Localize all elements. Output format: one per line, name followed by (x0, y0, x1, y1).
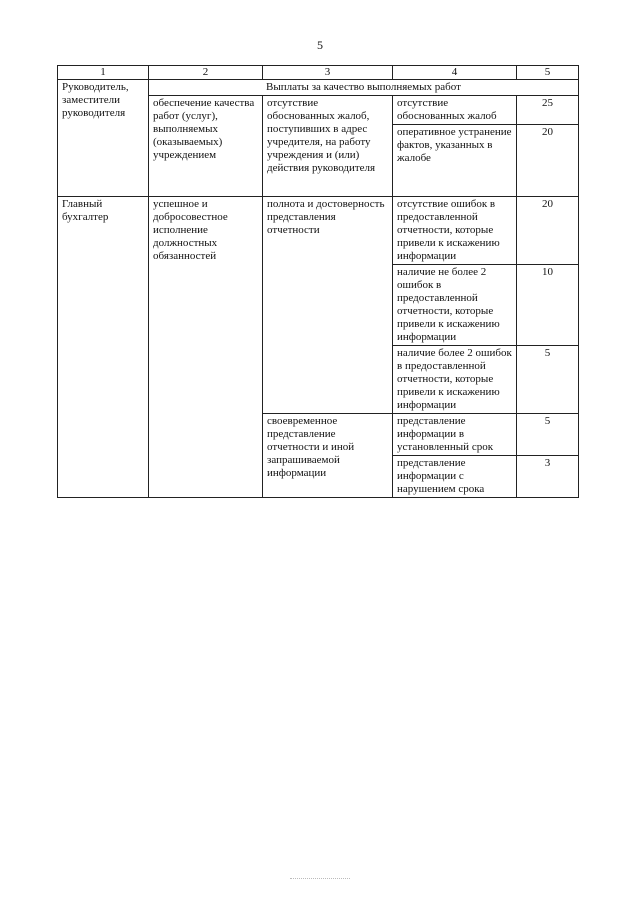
table-row (58, 80, 579, 96)
scan-footer-mark (290, 878, 350, 879)
indicator-cell: отсутствие обоснованных жалоб, поступивших в адрес учредителя, на работу учреждения и (или) действия руководителя (263, 96, 393, 197)
points-cell: 3 (517, 456, 579, 498)
condition-cell: наличие более 2 ошибок в предоставленной отчетности, которые привели к искажению информации (393, 346, 517, 414)
points-cell: 5 (517, 346, 579, 414)
column-number: 1 (58, 66, 149, 80)
column-number: 5 (517, 66, 579, 80)
points-cell: 5 (517, 414, 579, 456)
condition-cell: наличие не более 2 ошибок в предоставленной отчетности, которые привели к искажению информации (393, 265, 517, 346)
condition-cell: оперативное устранение фактов, указанных в жалобе (393, 125, 517, 197)
points-cell: 10 (517, 265, 579, 346)
condition-cell: представление информации в установленный срок (393, 414, 517, 456)
condition-cell: отсутствие обоснованных жалоб (393, 96, 517, 125)
indicator-cell: полнота и достоверность представления отчетности (263, 197, 393, 414)
position-cell: Руководитель, заместители руководителя (58, 80, 149, 197)
payment-criteria-table (57, 65, 579, 498)
column-number-row (58, 66, 579, 80)
column-number: 3 (263, 66, 393, 80)
section-header: Выплаты за качество выполняемых работ (149, 80, 579, 96)
column-number: 4 (393, 66, 517, 80)
condition-cell: представление информации с нарушением срока (393, 456, 517, 498)
points-cell: 20 (517, 125, 579, 197)
criterion-cell: успешное и добросовестное исполнение должностных обязанностей (149, 197, 263, 498)
points-cell: 25 (517, 96, 579, 125)
indicator-cell: своевременное представление отчетности и иной запрашиваемой информации (263, 414, 393, 498)
position-cell: Главный бухгалтер (58, 197, 149, 498)
criterion-cell: обеспечение качества работ (услуг), выполняемых (оказываемых) учреждением (149, 96, 263, 197)
page-number: 5 (317, 38, 323, 52)
points-cell: 20 (517, 197, 579, 265)
table-row (58, 197, 579, 265)
condition-cell: отсутствие ошибок в предоставленной отчетности, которые привели к искажению информации (393, 197, 517, 265)
column-number: 2 (149, 66, 263, 80)
